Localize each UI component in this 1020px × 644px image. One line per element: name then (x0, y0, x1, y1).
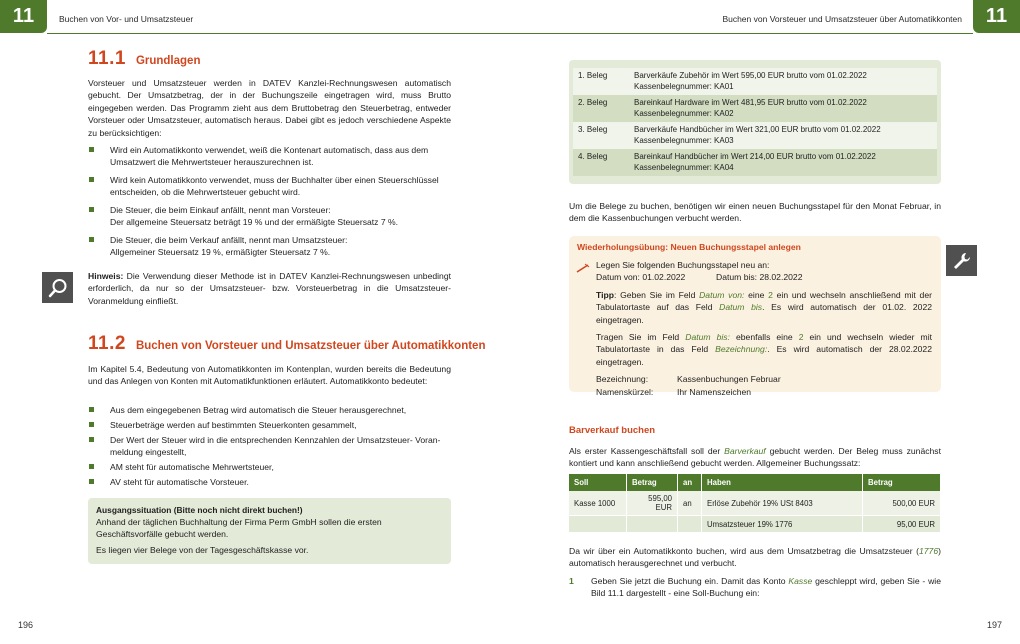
running-head: Buchen von Vor- und Umsatzsteuer (59, 14, 194, 24)
paragraph-automatikkonto: Im Kapitel 5.4, Bedeutung von Automatikkonten im Kontenplan, wurden bereits die Bedeutung und das Anlegen von Konten mit Automatikfunktionen erläutert. Automatikkonto bedeutet: (88, 364, 451, 387)
list-item: Steuerbeträge werden auf bestimmten Steuerkonten gesammelt, (89, 419, 452, 431)
pencil-icon (576, 260, 590, 278)
list-item: Aus dem eingegebenen Betrag wird automatisch die Steuer herausgerechnet, (89, 404, 452, 416)
field-value: Kassenbuchungen Februar (677, 374, 781, 385)
section-heading-11-1 (88, 48, 200, 70)
exercise-instruction: Legen Sie folgenden Buchungsstapel neu an: (596, 260, 770, 270)
receipt-row: 1. Beleg Barverkäufe Zubehör im Wert 595,00 EUR brutto vom 01.02.2022 Kassenbelegnummer: KA01 (573, 68, 937, 95)
receipt-row: 2. Beleg Bareinkauf Hardware im Wert 481,95 EUR brutto vom 01.02.2022 Kassenbelegnummer: KA02 (573, 95, 937, 122)
situation-text: Anhand der täglichen Buchhaltung der Firma Perm GmbH sollen die ersten Geschäftsvorfälle gebucht werden. (96, 517, 382, 540)
situation-box (88, 498, 451, 564)
date-to: Datum bis: 28.02.2022 (716, 272, 803, 283)
section-number: 11.2 (88, 333, 126, 354)
field-label: Bezeichnung: (596, 374, 649, 385)
table-row: Umsatzsteuer 19% 1776 95,00 EUR (569, 516, 941, 533)
list-item: Die Steuer, die beim Einkauf anfällt, nennt man Vorsteuer: Der allgemeine Steuersatz beträgt 19 % und der ermäßigte Steuersatz 7 %. (89, 204, 452, 228)
bullet-list-basics (89, 144, 452, 258)
page-number: 196 (18, 620, 34, 630)
chapter-tab: 11 (973, 0, 1020, 33)
list-item: Wird ein Automatikkonto verwendet, weiß die Kontenart automatisch, dass aus dem Umsatzwert die Mehrwertsteuer herauszurechnen ist. (89, 144, 452, 168)
exercise-title: Wiederholungsübung: Neuen Buchungsstapel anlegen (577, 242, 801, 252)
date-from: Datum von: 01.02.2022 (596, 272, 686, 283)
running-head: Buchen von Vorsteuer und Umsatzsteuer über Automatikkonten (722, 14, 962, 24)
list-item: Die Steuer, die beim Verkauf anfällt, nennt man Umsatzsteuer: Allgemeiner Steuersatz 19 %, ermäßigter Steuersatz 7 %. (89, 234, 452, 258)
header-rule (47, 33, 510, 34)
step-1 (569, 575, 941, 600)
exercise-box (569, 236, 941, 397)
section-heading-11-2 (88, 333, 485, 355)
subheading-barverkauf: Barverkauf buchen (569, 425, 656, 436)
field-label: Namenskürzel: (596, 386, 654, 397)
list-item: AM steht für automatische Mehrwertsteuer, (89, 461, 452, 473)
paragraph-stapel: Um die Belege zu buchen, benötigen wir einen neuen Buchungsstapel für den Monat Februar, in dem die Kassenbuchungen verbucht werden. (569, 201, 941, 224)
magnifier-icon (42, 272, 73, 303)
paragraph-automatik: Da wir über ein Automatikkonto buchen, wird aus dem Umsatzbetrag die Umsatzsteuer (1776) automatisch herausgerechnet und verbucht. (569, 546, 941, 569)
tip-paragraph: Tipp: Geben Sie im Feld Datum von: eine 2 ein und wechseln anschließend mit der Tabulatortaste auf das Feld Datum bis. Es wird automatisch der 01.02. 2022 eingetragen. (596, 289, 933, 325)
field-value: Ihr Namenszeichen (677, 386, 752, 397)
table-header-row: Soll Betrag an Haben Betrag (569, 474, 941, 491)
right-page (510, 0, 1020, 644)
bullet-list-automatik (89, 404, 452, 488)
table-row: Kasse 1000 595,00 EUR an Erlöse Zubehör 19% USt 8403 500,00 EUR (569, 491, 941, 516)
situation-text-2: Es liegen vier Belege von der Tagesgeschäftskasse vor. (96, 544, 309, 555)
receipt-row: 4. Beleg Bareinkauf Handbücher im Wert 214,00 EUR brutto vom 01.02.2022 Kassenbelegnummer: KA04 (573, 149, 937, 176)
step-number: 1 (569, 576, 574, 586)
wrench-icon (946, 245, 977, 276)
list-item: Der Wert der Steuer wird in die entsprechenden Kennzahlen der Umsatzsteuer- Voran- meldung eingestellt, (89, 434, 452, 458)
receipt-row: 3. Beleg Barverkäufe Handbücher im Wert 321,00 EUR brutto vom 01.02.2022 Kassenbelegnummer: KA03 (573, 122, 937, 149)
paragraph-barverkauf: Als erster Kassengeschäftsfall soll der Barverkauf gebucht werden. Der Beleg muss zunächst kontiert und kann anschließend gebucht werden. Allgemeiner Buchungssatz: (569, 446, 941, 469)
paragraph-intro: Vorsteuer und Umsatzsteuer werden in DATEV Kanzlei-Rechnungswesen automatisch gebucht. Der Umsatzbetrag, der in der Buchungszeile eingetragen wird, muss Brutto eingegeben werden. Das Programm zieht aus dem Bruttobetrag den Steuerbetrag, entweder Vorsteuer oder Umsatzsteuer, automatisch heraus. Dabei gibt es jedoch verschiedene Aspekte zu berücksichtigen: (88, 78, 451, 138)
list-item: Wird kein Automatikkonto verwendet, muss der Buchhalter über einen Steuerschlüssel entscheiden, ob die Mehrwertsteuer gebucht wird. (89, 174, 452, 198)
booking-table (569, 474, 941, 533)
page-number: 197 (986, 620, 1002, 630)
section-title: Buchen von Vorsteuer und Umsatzsteuer über Automatikkonten (135, 340, 486, 352)
hint-paragraph: Hinweis: Die Verwendung dieser Methode ist in DATEV Kanzlei-Rechnungswesen unbedingt erforderlich, da nur so der Umsatzsteuer- bzw. Vorsteuerbetrag in die Umsatzsteuer-Voranmeldung einfließt. (88, 271, 451, 306)
situation-title: Ausgangssituation (Bitte noch nicht direkt buchen!) (96, 505, 303, 515)
tip-paragraph-2: Tragen Sie im Feld Datum bis: ebenfalls eine 2 ein und wechseln wieder mit Tabulatortaste in das Feld Bezeichnung:. Es wird automatisch der 28.02.2022 eingetragen. (596, 332, 933, 367)
header-rule (510, 33, 973, 34)
receipts-box (569, 60, 941, 184)
list-item: AV steht für automatische Vorsteuer. (89, 476, 452, 488)
step-text: Geben Sie jetzt die Buchung ein. Damit das Konto Kasse geschleppt wird, geben Sie - wie Bild 11.1 dargestellt - eine Soll-Buchung ein: (591, 576, 941, 599)
hint-label: Hinweis: (88, 271, 124, 281)
section-title: Grundlagen (135, 55, 201, 67)
section-number: 11.1 (88, 48, 126, 69)
chapter-tab: 11 (0, 0, 47, 33)
